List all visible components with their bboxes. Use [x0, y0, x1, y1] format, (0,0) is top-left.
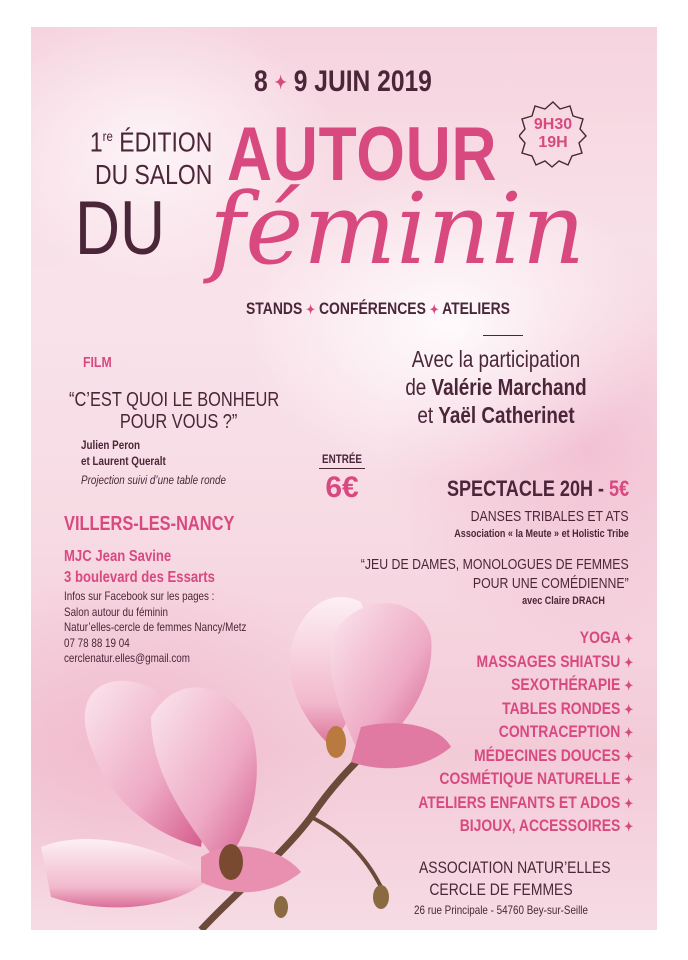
- star-icon: ✦: [624, 654, 633, 670]
- star-icon: ✦: [624, 819, 633, 834]
- participation-block: Avec la participation de Valérie Marchand et Yaël Catherinet: [405, 346, 587, 428]
- hours-start: 9H30: [533, 116, 573, 133]
- location-city: VILLERS-LES-NANCY: [64, 513, 235, 535]
- poster: [31, 27, 657, 930]
- title-du: DU: [75, 186, 166, 271]
- hours-badge: [519, 100, 587, 168]
- activity-item: ATELIERS ENFANTS ET ADOS ✦: [418, 792, 633, 812]
- hours-end: 19H: [538, 134, 568, 151]
- play-title: “JEU DE DAMES, MONOLOGUES DE FEMMES POUR UNE COMÉDIENNE”: [361, 556, 629, 592]
- activity-item: BIJOUX, ACCESSOIRES ✦: [459, 816, 633, 835]
- activity-item: TABLES RONDES ✦: [501, 698, 633, 718]
- footer-address: 26 rue Principale - 54760 Bey-sur-Seille: [414, 903, 588, 917]
- film-authors: Julien Peron et Laurent Queralt: [81, 438, 166, 468]
- subtitle: STANDS ✦ CONFÉRENCES ✦ ATELIERS: [246, 299, 510, 318]
- play-actor: avec Claire DRACH: [522, 595, 605, 607]
- activity-item: SEXOTHÉRAPIE ✦: [510, 675, 633, 694]
- star-icon: ✦: [429, 302, 439, 317]
- activity-item: COSMÉTIQUE NATURELLE ✦: [439, 769, 633, 788]
- participation-divider: [483, 335, 523, 336]
- star-icon: ✦: [624, 678, 633, 693]
- star-icon: ✦: [624, 795, 633, 811]
- edition-label: 1re ÉDITION DU SALON: [89, 126, 212, 191]
- star-icon: ✦: [624, 725, 633, 740]
- star-icon: ✦: [624, 772, 633, 787]
- activities-list: [418, 627, 633, 839]
- star-icon: ✦: [624, 748, 633, 764]
- film-note: Projection suivi d’une table ronde: [81, 473, 226, 487]
- activity-item: CONTRACEPTION ✦: [498, 722, 633, 741]
- star-icon: ✦: [624, 701, 633, 717]
- dance-association: Association « la Meute » et Holistic Tribe: [454, 528, 629, 540]
- spectacle-title: SPECTACLE 20H - 5€: [446, 476, 629, 501]
- film-title: “C’EST QUOI LE BONHEUR POUR VOUS ?”: [69, 389, 280, 433]
- title-autour: AUTOUR: [227, 112, 498, 197]
- activity-item: YOGA ✦: [579, 628, 633, 647]
- title-feminin: féminin: [209, 173, 586, 287]
- activity-item: MASSAGES SHIATSU ✦: [476, 651, 633, 671]
- activity-item: MÉDECINES DOUCES ✦: [473, 745, 633, 765]
- entree-price: 6€: [325, 471, 359, 504]
- location-info: Infos sur Facebook sur les pages : Salon autour du féminin Natur’elles-cercle de femmes Nancy/Metz 07 78 88 19 04 cerclenatur.elles@gmail.com: [64, 589, 247, 666]
- event-date: 8 ✦ 9 JUIN 2019: [254, 65, 432, 98]
- star-icon: ✦: [306, 302, 316, 317]
- entree-label: ENTRÉE: [322, 452, 362, 466]
- location-venue: MJC Jean Savine 3 boulevard des Essarts: [64, 548, 215, 586]
- dance-title: DANSES TRIBALES ET ATS: [471, 508, 629, 525]
- footer-association: ASSOCIATION NATUR’ELLES CERCLE DE FEMMES: [419, 858, 611, 899]
- entree-block: [315, 452, 369, 505]
- film-label: FILM: [83, 354, 112, 371]
- star-icon: ✦: [624, 631, 633, 646]
